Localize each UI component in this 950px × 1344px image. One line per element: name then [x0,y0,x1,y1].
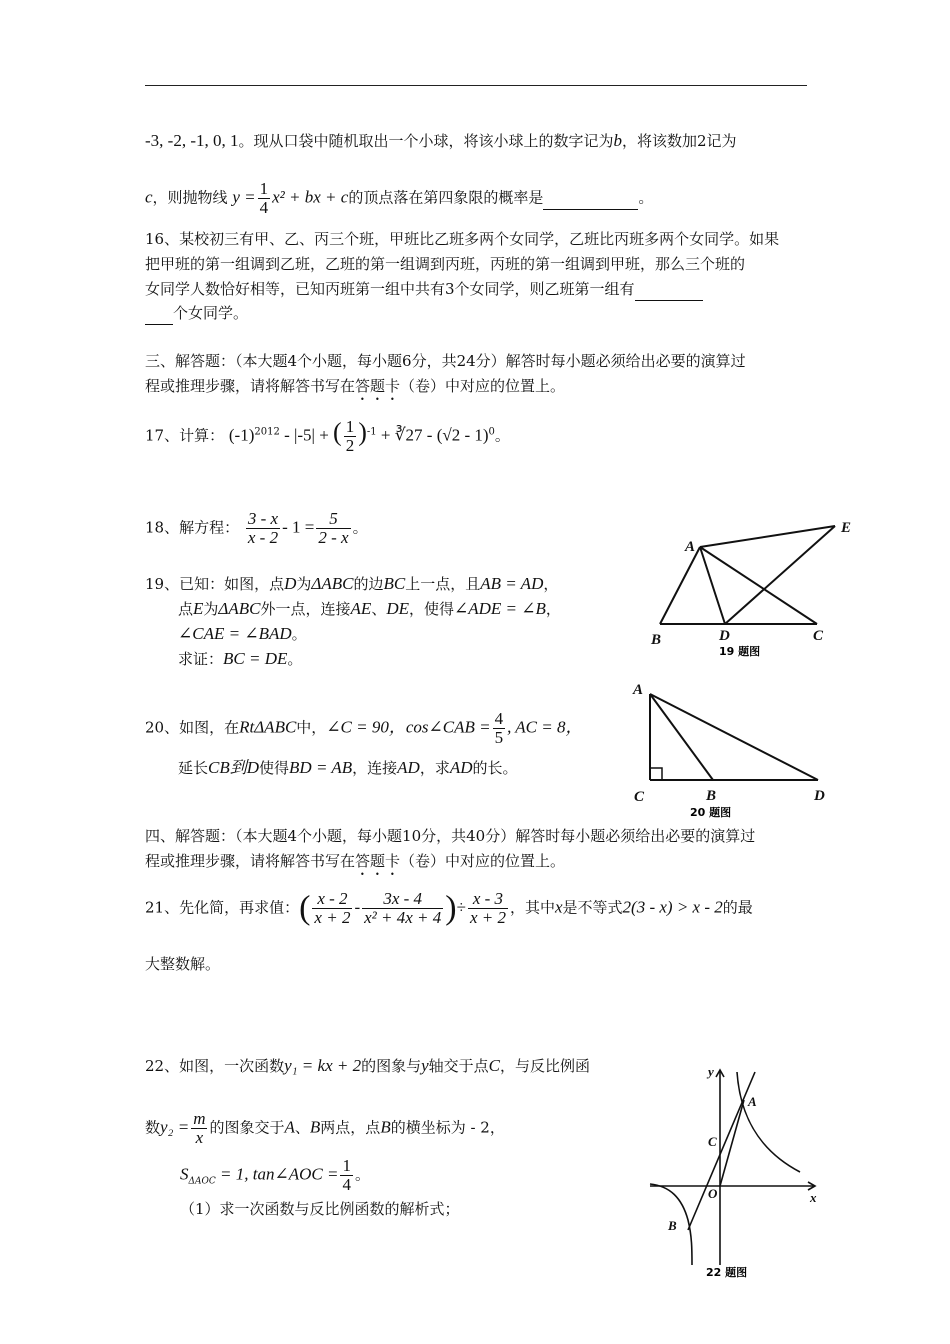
section3-heading: 三、解答题：（本大题4个小题，每小题6分，共24分）解答时每小题必须给出必要的演算过 [145,352,746,370]
header-rule [145,85,807,86]
label-C: C [813,628,824,644]
q20-line1: 20、如图，在RtΔABC中，∠C = 90，cos∠CAB = $\frac{4}{5}$ , AC = 8， [145,709,583,747]
section4-heading: 四、解答题：（本大题4个小题，每小题10分，共40分）解答时每小题必须给出必要的演算过 [145,827,756,845]
figure-20 [628,680,838,825]
q22-line3: $S_{\Delta AOC} = 1$, tan∠AOC = $\frac{1}{4}$ 。 [180,1156,370,1194]
parabola-fraction: $\frac{1}{4}$ [259,179,269,217]
section4-heading-line2: 程或推理步骤，请将解答书写在答题卡（卷）中对应的位置上。 [145,852,566,870]
q22-line2: 数y₂ = $\frac{m}{x}$ 的图象交于A、B两点，点B的横坐标为 - 2， [145,1109,505,1147]
label-A: A [633,682,644,698]
q19-line3: ∠CAE = ∠BAD。 [178,624,307,643]
q15-line1: -3, -2, -1, 0, 1。现从口袋中随机取出一个小球，将该小球上的数字记为b，将该数加2记为 [145,131,737,150]
label-B: B [651,632,662,648]
q16-line1: 16、某校初三有甲、乙、丙三个班，甲班比乙班多两个女同学，乙班比丙班多两个女同学。如果 [145,230,780,248]
figure-caption: 22 题图 [706,1266,748,1279]
q16-line4: 个女同学。 [145,302,248,325]
figure-19 [645,512,860,662]
label-A: A [685,539,696,555]
q21-line2: 大整数解。 [145,955,221,973]
q16-line3: 女同学人数恰好相等，已知丙班第一组中共有3个女同学，则乙班第一组有 [145,278,703,301]
q15-line2: c，则抛物线 y = $\frac{1}{4}$ x² + bx + c的顶点落在第四象限的概率是 。 [145,179,654,217]
half-fraction: $\frac{1}{2}$ [345,417,355,455]
q19-line1: 19、已知：如图，点D为ΔABC的边BC上一点，且AB = AD， [145,574,559,593]
q17: 17、计算： $(-1)^{2012} - |-5|$ + ( $\frac{1}{2}$ )$^{-1}$ + ∛27 - (√2 - 1)$^0$。 [145,417,510,455]
label-C: C [634,789,645,805]
answer-blank[interactable] [635,278,703,301]
figure-caption: 19 题图 [719,645,761,658]
figure-22 [640,1060,840,1285]
label-B: B [668,1218,677,1233]
q18: 18、解方程： $\frac{3 - x}{x - 2}$ - 1 = $\frac{5}{2 - x}$ 。 [145,509,368,547]
label-D: D [814,788,825,804]
section3-heading-line2: 程或推理步骤，请将解答书写在答题卡（卷）中对应的位置上。 [145,377,566,395]
q19-line4: 求证：BC = DE。 [178,649,303,668]
q19-line2: 点E为ΔABC外一点，连接AE、DE，使得∠ADE = ∠B， [178,599,561,618]
figure-caption: 20 题图 [690,806,732,819]
axis-label-x: x [810,1190,817,1205]
label-B: B [706,788,717,804]
label-A: A [748,1094,757,1109]
answer-blank[interactable] [145,302,173,325]
q21-line1: 21、先化简，再求值：( $\frac{x - 2}{x + 2}$ - $\frac{3x - 4}{\text{x² + 4x + 4}}$ )÷ $\frac{x - 3}{x + 2}$ ，其中x是不等式2(3 - x) > x - 2的最 [145,889,753,927]
label-O: O [708,1186,718,1201]
q22-line1: 22、如图，一次函数y₁ = kx + 2的图象与y轴交于点C，与反比例函 [145,1056,591,1075]
label-D: D [719,628,730,644]
q22-line4: （1）求一次函数与反比例函数的解析式； [180,1200,460,1218]
label-E: E [841,520,852,536]
answer-blank[interactable] [543,187,638,210]
number-sequence: -3, -2, -1, 0, 1 [145,131,239,150]
axis-label-y: y [708,1064,714,1079]
label-C: C [708,1134,717,1149]
q16-line2: 把甲班的第一组调到乙班，乙班的第一组调到丙班，丙班的第一组调到甲班，那么三个班的 [145,255,746,273]
q20-line2: 延长CB到D使得BD = AB，连接AD，求AD的长。 [178,758,518,777]
